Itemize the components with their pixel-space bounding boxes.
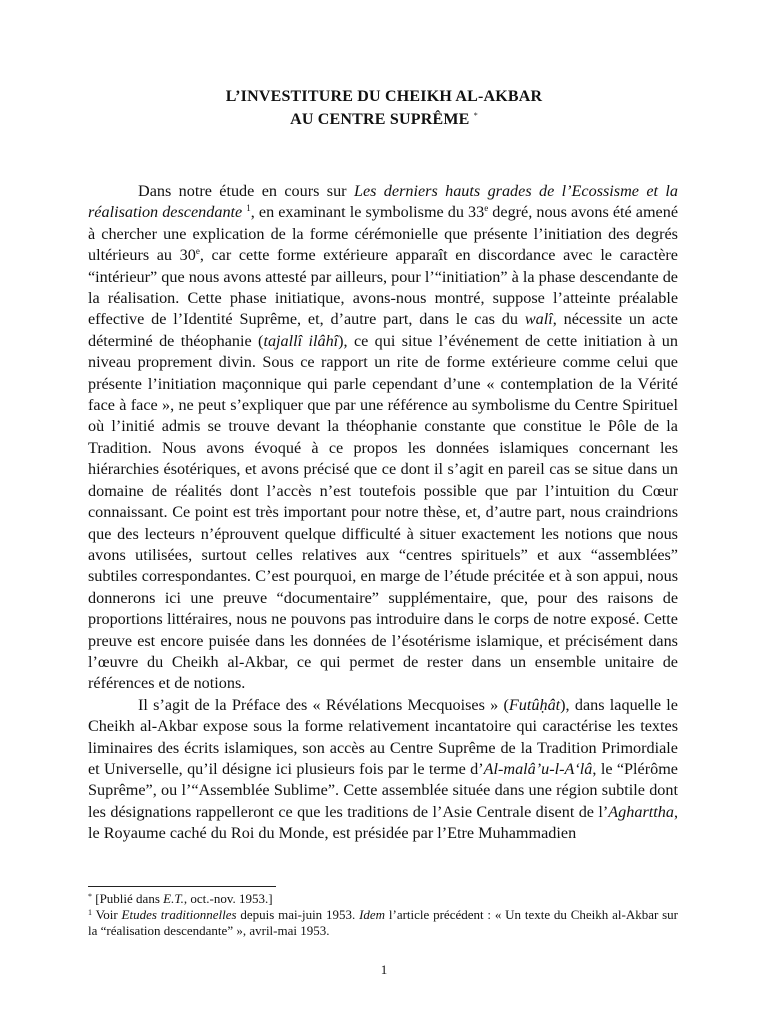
p1-italic-wali: walî <box>524 310 553 329</box>
p2-text-4: , le Royaume caché du Roi du Monde, est présidée par l’Etre Muhammadien <box>88 802 678 843</box>
paragraph-1 <box>88 181 678 695</box>
footnotes <box>88 891 678 939</box>
fn1-italic-1: Etudes traditionnelles <box>121 907 237 922</box>
p2-italic-aghartha: Agharttha <box>608 802 674 821</box>
fn0-text-2: , oct.-nov. 1953.] <box>183 891 273 906</box>
p1-text-6: ), ce qui situe l’événement de cette initiation à un niveau proprement divin. Sous ce rapport un rite de forme extérieure comme celui que présente l’initiation maçonnique qui parle cependant d’une « contemplation de la Vérité face à face », ne peut s’expliquer que par une référence au symbolisme du Centre Spirituel où l’initié admis se trouve devant la théophanie constante que constitue le Pôle de la Tradition. Nous avons évoqué à ce propos les données islamiques concernant les hiérarchies ésotériques, et avons précisé que ce dont il s’agit en pareil cas se situe dans un domaine de réalités dont l’accès n’est toutefois possible que par l’intuition du Cœur connaissant. Ce point est très important pour notre thèse, et, d’autre part, nous craindrions que des lecteurs n’éprouvent quelque difficulté à situer exactement les notions que nous avons utilisées, surtout celles relatives aux “centres spirituels” et aux “assemblées” subtiles correspondantes. C’est pourquoi, en marge de l’étude précitée et à son appui, nous donnerons ici une preuve “documentaire” supplémentaire, que, pour des raisons de proportions littéraires, nous ne pouvons pas introduire dans le corps de notre exposé. Cette preuve est encore puisée dans les données de l’ésotérisme islamique, et précisément dans l’œuvre du Cheikh al-Akbar, ce qui permet de rester dans un ensemble unitaire de références et de notions. <box>88 331 678 693</box>
title-line-1-text: L’INVESTITURE DU CHEIKH AL-AKBAR <box>225 88 543 105</box>
article-title-line-1 <box>0 87 768 107</box>
footnote-1 <box>88 907 678 939</box>
footnote-1-mark: 1 <box>88 908 92 917</box>
footnote-ref-1: 1 <box>246 203 251 214</box>
footnote-separator <box>88 886 276 887</box>
p1-text-5: , nécessite un acte déterminé de théophanie ( <box>88 310 678 350</box>
title-footnote-mark: * <box>473 111 478 120</box>
p1-text-4: , car cette forme extérieure apparaît en discordance avec le caractère “intérieur” que nous avons attesté par ailleurs, pour l’“initiation” à la phase descendante de la réalisation. Cette phase initiatique, avons-nous montré, suppose l’atteinte préalable effective de l’Identité Suprême, et, d’autre part, dans le cas du <box>88 246 678 329</box>
p1-superscript-e-1: e <box>484 203 489 214</box>
article-title-line-2 <box>0 106 768 130</box>
p1-italic-title: Les derniers hauts grades de l’Ecossisme et la réalisation descendante <box>88 182 678 222</box>
fn1-text-2: depuis mai-juin 1953. <box>236 907 360 922</box>
p1-italic-tajalli: tajallî ilâhî <box>263 331 339 350</box>
footnote-star-mark: * <box>88 892 92 901</box>
title-line-2-text: AU CENTRE SUPRÊME <box>290 111 470 128</box>
p2-italic-futuhat: Futûḥât <box>508 695 561 714</box>
fn0-italic: E.T. <box>163 891 184 906</box>
paragraph-2 <box>88 695 678 845</box>
fn1-text-3: l’article précédent : « Un texte du Cheikh al-Akbar sur la “réalisation descendante” », avril-mai 1953. <box>88 907 678 938</box>
p1-text-2: , en examinant le symbolisme du 33 <box>250 203 485 222</box>
p2-italic-mala: Al-malâ’u-l-A‘lâ <box>483 759 593 778</box>
p2-text-2: ), dans laquelle le Cheikh al-Akbar expose sous la forme relativement incantatoire qui caractérise les textes liminaires des écrits islamiques, son accès au Centre Suprême de la Tradition Primordiale et Universelle, qu’il désigne ici plusieurs fois par le terme d’ <box>88 695 678 778</box>
p1-text-3: degré, nous avons été amené à chercher une explication de la forme cérémonielle que présente l’initiation des degrés ultérieurs au 30 <box>88 203 679 265</box>
fn1-text-1: Voir <box>92 907 122 922</box>
p1-text-1: Dans notre étude en cours sur <box>138 182 354 200</box>
p2-text-1: Il s’agit de la Préface des « Révélations Mecquoises » ( <box>138 695 509 714</box>
p1-superscript-e-2: e <box>195 246 200 257</box>
p2-text-3: , le “Plérôme Suprême”, ou l’“Assemblée Sublime”. Cette assemblée située dans une région subtile dont les désignations rappelleront ce que les traditions de l’Asie Centrale disent de l’ <box>88 759 678 821</box>
article-body <box>88 181 678 845</box>
page-number: 1 <box>380 962 388 977</box>
fn1-italic-2: Idem <box>359 907 386 922</box>
fn0-text-1: [Publié dans <box>92 891 164 906</box>
footnote-star <box>88 891 678 907</box>
